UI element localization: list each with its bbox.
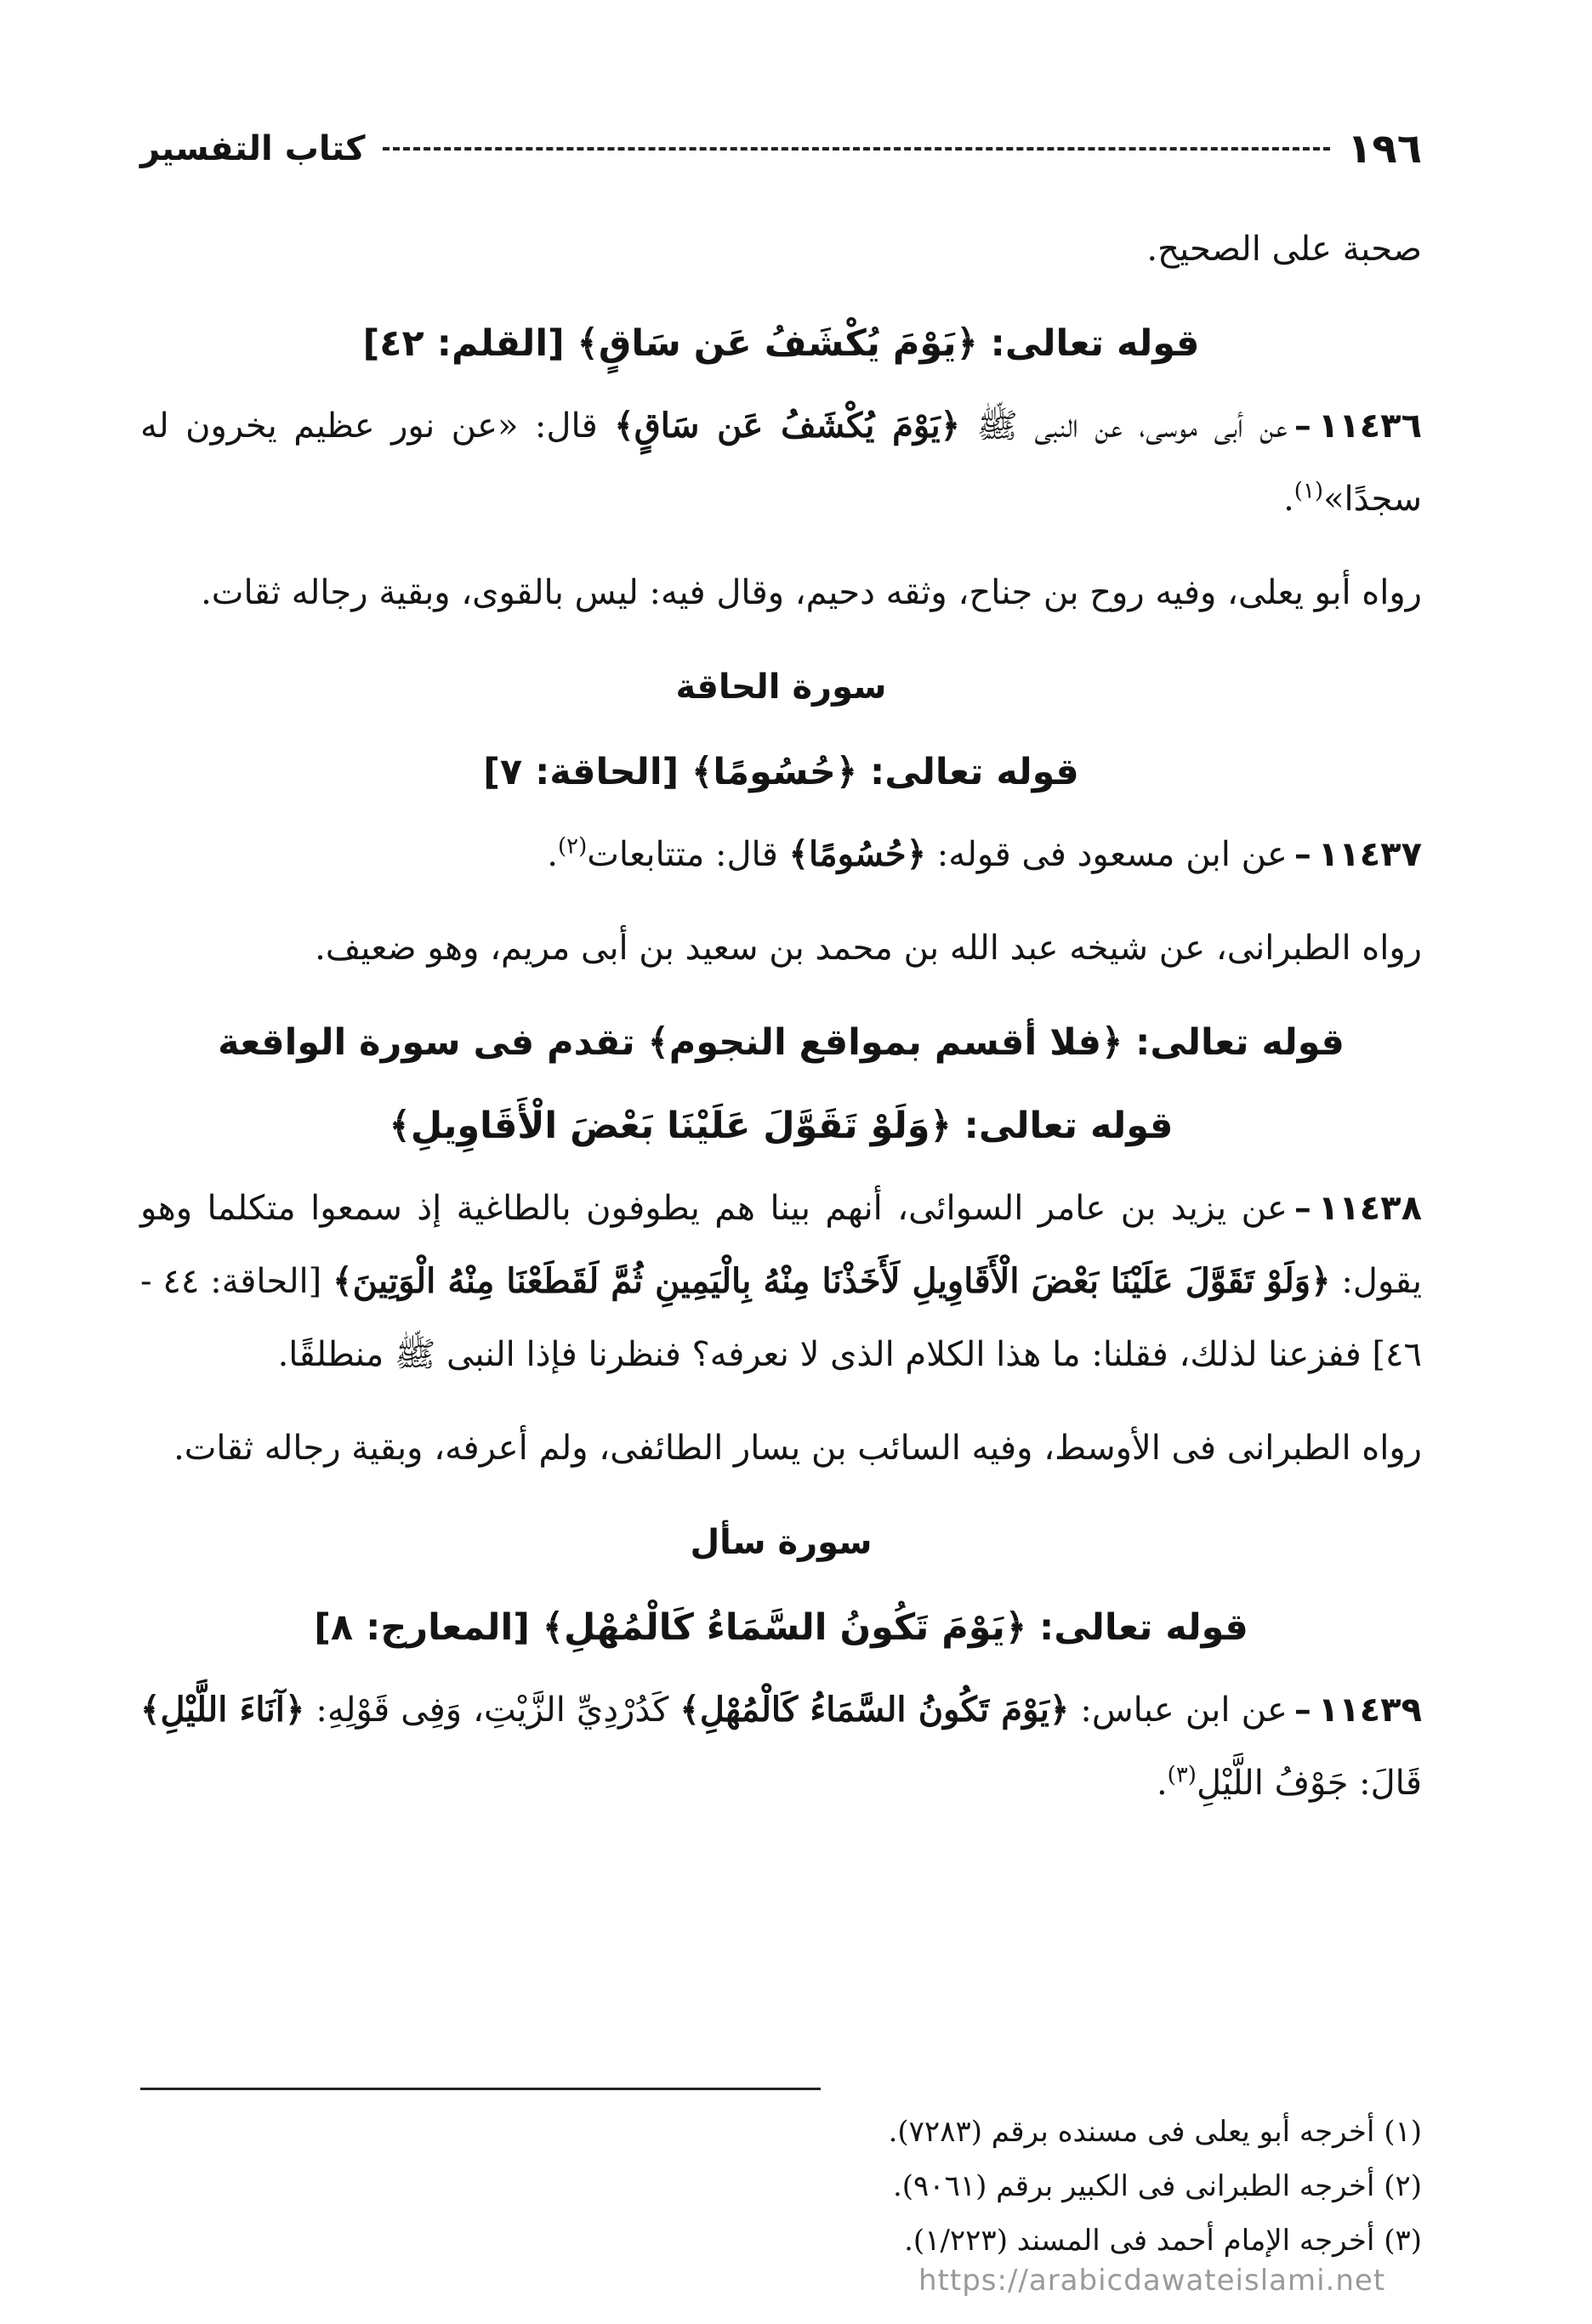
commentary-paragraph: رواه الطبرانى، عن شيخه عبد الله بن محمد بن سعيد بن أبى مريم، وهو ضعيف. <box>315 929 1422 968</box>
page-body <box>140 213 1422 2324</box>
running-header <box>140 119 1422 179</box>
quran-quote: ﴿آنَاءَ اللَّيْلِ﴾ <box>140 1690 305 1730</box>
hadith-entry <box>140 1172 1422 1391</box>
footnote: (٣) أخرجه الإمام أحمد فى المسند (١/٢٢٣). <box>904 2224 1422 2258</box>
surah-title: سورة سأل <box>690 1523 873 1562</box>
entry-dash: – <box>1294 834 1311 874</box>
book-title: كتاب التفسير <box>140 129 366 168</box>
footnote-separator <box>140 2088 821 2090</box>
verse-heading: قوله تعالى: ﴿فلا أقسم بمواقع النجوم﴾ تقدم فى سورة الواقعة <box>218 1021 1345 1064</box>
entry-dash: – <box>1294 1188 1311 1228</box>
hadith-number: ١١٤٣٨ <box>1317 1189 1422 1228</box>
entry-dash: – <box>1294 406 1311 446</box>
surah-title: سورة الحاقة <box>675 668 887 707</box>
hadith-text: عن ابن عباس: <box>1069 1690 1288 1730</box>
sentence-end: . <box>547 835 558 874</box>
footnotes <box>140 2105 1422 2268</box>
entry-dash: – <box>1294 1690 1311 1730</box>
intro-line: صحبة على الصحيح. <box>1146 230 1422 269</box>
footnote: (٢) أخرجه الطبرانى فى الكبير برقم (٩٠٦١). <box>892 2169 1422 2203</box>
page-number: ١٩٦ <box>1347 125 1422 173</box>
hadith-text: قال: «عن نور عظيم يخرون له سجدًا» <box>140 406 1422 519</box>
hadith-text: قَالَ: جَوْفُ اللَّيْلِ <box>1196 1764 1422 1803</box>
hadith-text: عن أبى موسى، عن النبى ﷺ <box>960 406 1288 446</box>
hadith-text: عن يزيد بن عامر السوائى، أنهم بينا هم يطوفون بالطاغية إذ سمعوا متكلما وهو يقول: <box>140 1189 1422 1301</box>
header-dashed-rule <box>383 147 1331 151</box>
footnote-ref: (٢) <box>557 833 588 860</box>
hadith-number: ١١٤٣٩ <box>1317 1690 1422 1730</box>
hadith-text: [الحاقة: ٤٤ - ٤٦] ففزعنا لذلك، فقلنا: ما هذا الكلام الذى لا نعرفه؟ فنظرنا فإذا النبى ﷺ منطلقًا. <box>140 1262 1422 1374</box>
commentary-paragraph: رواه أبو يعلى، وفيه روح بن جناح، وثقه دحيم، وقال فيه: ليس بالقوى، وبقية رجاله ثقات. <box>201 573 1422 612</box>
hadith-number: ١١٤٣٦ <box>1317 406 1422 446</box>
book-page <box>140 0 1422 2324</box>
verse-heading: قوله تعالى: ﴿وَلَوْ تَقَوَّلَ عَلَيْنَا بَعْضَ الْأَقَاوِيلِ﴾ <box>389 1105 1174 1147</box>
hadith-number: ١١٤٣٧ <box>1317 835 1422 874</box>
quran-quote: ﴿يَوْمَ يُكْشَفُ عَن سَاقٍ﴾ <box>614 406 961 446</box>
footnote: (١) أخرجه أبو يعلى فى مسنده برقم (٧٢٨٣). <box>888 2115 1422 2149</box>
hadith-text: قال: متتابعات <box>587 835 789 874</box>
footnote-ref: (١) <box>1294 478 1324 504</box>
quran-quote: ﴿وَلَوْ تَقَوَّلَ عَلَيْنَا بَعْضَ الْأَقَاوِيلِ لَأَخَذْنَا مِنْهُ بِالْيَمِينِ ثُمَّ لَقَطَعْنَا مِنْهُ الْوَتِينَ﴾ <box>333 1261 1331 1301</box>
commentary-paragraph: رواه الطبرانى فى الأوسط، وفيه السائب بن يسار الطائفى، ولم أعرفه، وبقية رجاله ثقات. <box>173 1429 1422 1468</box>
verse-heading: قوله تعالى: ﴿يَوْمَ يُكْشَفُ عَن سَاقٍ﴾ [القلم: ٤٢] <box>362 322 1200 365</box>
quran-quote: ﴿حُسُومًا﴾ <box>788 834 927 874</box>
sentence-end: . <box>1283 480 1294 519</box>
hadith-entry <box>140 389 1422 536</box>
verse-heading: قوله تعالى: ﴿حُسُومًا﴾ [الحاقة: ٧] <box>483 751 1079 793</box>
quran-quote: ﴿يَوْمَ تَكُونُ السَّمَاءُ كَالْمُهْلِ﴾ <box>679 1690 1070 1730</box>
hadith-entry <box>140 1673 1422 1820</box>
hadith-text: كَدُرْدِيِّ الزَّيْتِ، وَفِى قَوْلِهِ: <box>304 1690 680 1730</box>
verse-heading: قوله تعالى: ﴿يَوْمَ تَكُونُ السَّمَاءُ كَالْمُهْلِ﴾ [المعارج: ٨] <box>314 1606 1248 1649</box>
hadith-text: عن ابن مسعود فى قوله: <box>926 835 1288 874</box>
footnote-ref: (٣) <box>1167 1762 1197 1788</box>
hadith-entry <box>140 818 1422 891</box>
watermark-url: https://arabicdawateislami.net <box>918 2264 1386 2298</box>
sentence-end: . <box>1156 1764 1168 1803</box>
